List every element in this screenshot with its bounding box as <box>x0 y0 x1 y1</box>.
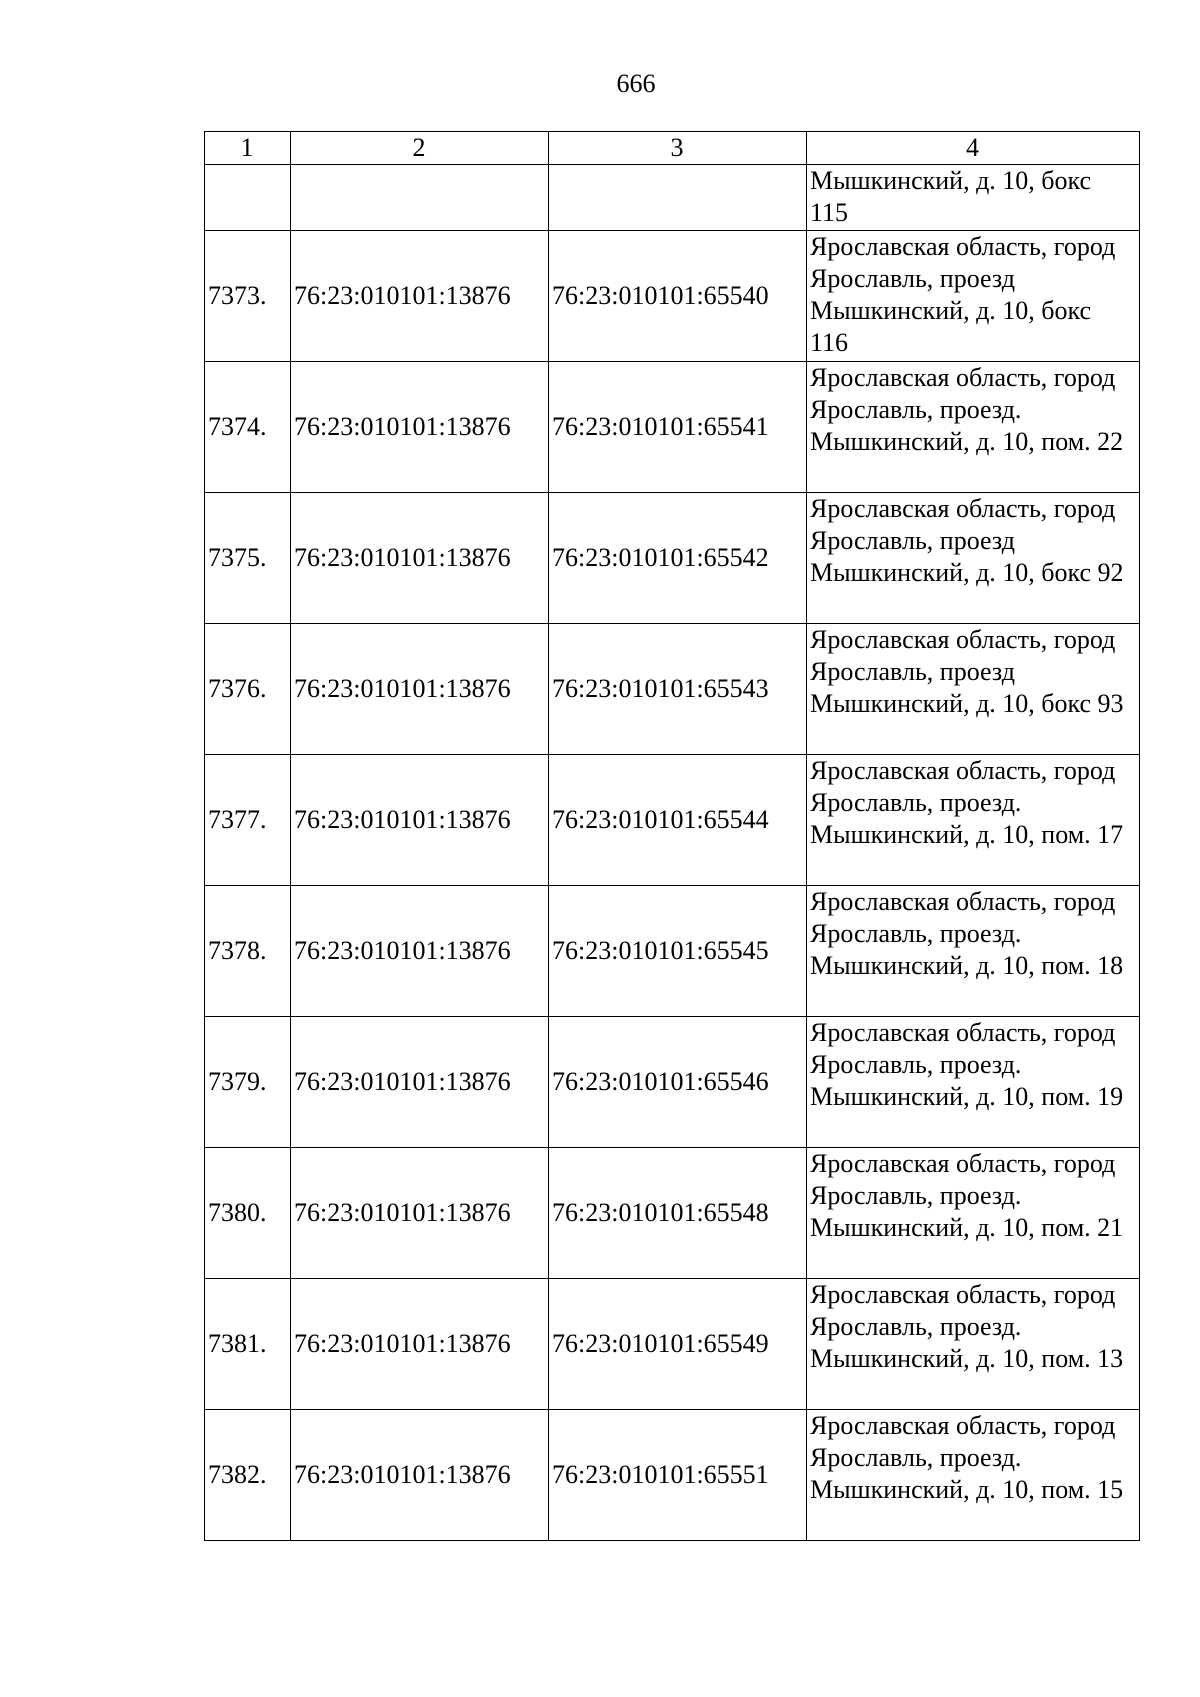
row-number-cell: 7378. <box>205 886 291 1017</box>
page-number: 666 <box>616 69 656 98</box>
row-number-cell: 7379. <box>205 1017 291 1148</box>
address-cell: Мышкинский, д. 10, бокс 115 <box>807 165 1140 231</box>
table-header-row <box>205 132 1140 165</box>
object-cadastral-cell: 76:23:010101:65541 <box>549 362 807 493</box>
row-number-cell: 7381. <box>205 1279 291 1410</box>
address-cell: Ярославская область, город Ярославль, проезд. Мышкинский, д. 10, пом. 13 <box>807 1279 1140 1410</box>
row-number-cell <box>205 165 291 231</box>
address-cell: Ярославская область, город Ярославль, проезд. Мышкинский, д. 10, пом. 21 <box>807 1148 1140 1279</box>
row-number-cell: 7380. <box>205 1148 291 1279</box>
table-row <box>205 886 1140 1017</box>
object-cadastral-cell: 76:23:010101:65548 <box>549 1148 807 1279</box>
header-cell-4: 4 <box>807 132 1140 165</box>
land-cadastral-cell: 76:23:010101:13876 <box>291 1410 549 1541</box>
row-number-cell: 7382. <box>205 1410 291 1541</box>
object-cadastral-cell: 76:23:010101:65546 <box>549 1017 807 1148</box>
header-cell-1: 1 <box>205 132 291 165</box>
object-cadastral-cell: 76:23:010101:65544 <box>549 755 807 886</box>
object-cadastral-cell: 76:23:010101:65549 <box>549 1279 807 1410</box>
land-cadastral-cell: 76:23:010101:13876 <box>291 886 549 1017</box>
address-cell: Ярославская область, город Ярославль, проезд Мышкинский, д. 10, бокс 93 <box>807 624 1140 755</box>
object-cadastral-cell: 76:23:010101:65545 <box>549 886 807 1017</box>
table-row-continuation <box>205 165 1140 231</box>
land-cadastral-cell: 76:23:010101:13876 <box>291 362 549 493</box>
address-cell: Ярославская область, город Ярославль, проезд. Мышкинский, д. 10, пом. 17 <box>807 755 1140 886</box>
address-cell: Ярославская область, город Ярославль, проезд. Мышкинский, д. 10, пом. 22 <box>807 362 1140 493</box>
registry-table <box>204 131 1140 1541</box>
header-cell-3: 3 <box>549 132 807 165</box>
table-row <box>205 1410 1140 1541</box>
land-cadastral-cell: 76:23:010101:13876 <box>291 624 549 755</box>
land-cadastral-cell: 76:23:010101:13876 <box>291 1148 549 1279</box>
land-cadastral-cell: 76:23:010101:13876 <box>291 1017 549 1148</box>
table-row <box>205 1148 1140 1279</box>
address-cell: Ярославская область, город Ярославль, проезд. Мышкинский, д. 10, пом. 18 <box>807 886 1140 1017</box>
address-cell: Ярославская область, город Ярославль, проезд Мышкинский, д. 10, бокс 116 <box>807 231 1140 362</box>
table-row <box>205 1017 1140 1148</box>
land-cadastral-cell: 76:23:010101:13876 <box>291 1279 549 1410</box>
row-number-cell: 7374. <box>205 362 291 493</box>
row-number-cell: 7375. <box>205 493 291 624</box>
land-cadastral-cell: 76:23:010101:13876 <box>291 231 549 362</box>
object-cadastral-cell <box>549 165 807 231</box>
table-row <box>205 362 1140 493</box>
header-cell-2: 2 <box>291 132 549 165</box>
table-row <box>205 231 1140 362</box>
object-cadastral-cell: 76:23:010101:65551 <box>549 1410 807 1541</box>
row-number-cell: 7376. <box>205 624 291 755</box>
object-cadastral-cell: 76:23:010101:65543 <box>549 624 807 755</box>
table-row <box>205 1279 1140 1410</box>
table-row <box>205 755 1140 886</box>
address-cell: Ярославская область, город Ярославль, проезд Мышкинский, д. 10, бокс 92 <box>807 493 1140 624</box>
address-cell: Ярославская область, город Ярославль, проезд. Мышкинский, д. 10, пом. 19 <box>807 1017 1140 1148</box>
table-row <box>205 624 1140 755</box>
row-number-cell: 7373. <box>205 231 291 362</box>
object-cadastral-cell: 76:23:010101:65542 <box>549 493 807 624</box>
object-cadastral-cell: 76:23:010101:65540 <box>549 231 807 362</box>
land-cadastral-cell: 76:23:010101:13876 <box>291 493 549 624</box>
row-number-cell: 7377. <box>205 755 291 886</box>
address-cell: Ярославская область, город Ярославль, проезд. Мышкинский, д. 10, пом. 15 <box>807 1410 1140 1541</box>
land-cadastral-cell: 76:23:010101:13876 <box>291 755 549 886</box>
land-cadastral-cell <box>291 165 549 231</box>
table-row <box>205 493 1140 624</box>
